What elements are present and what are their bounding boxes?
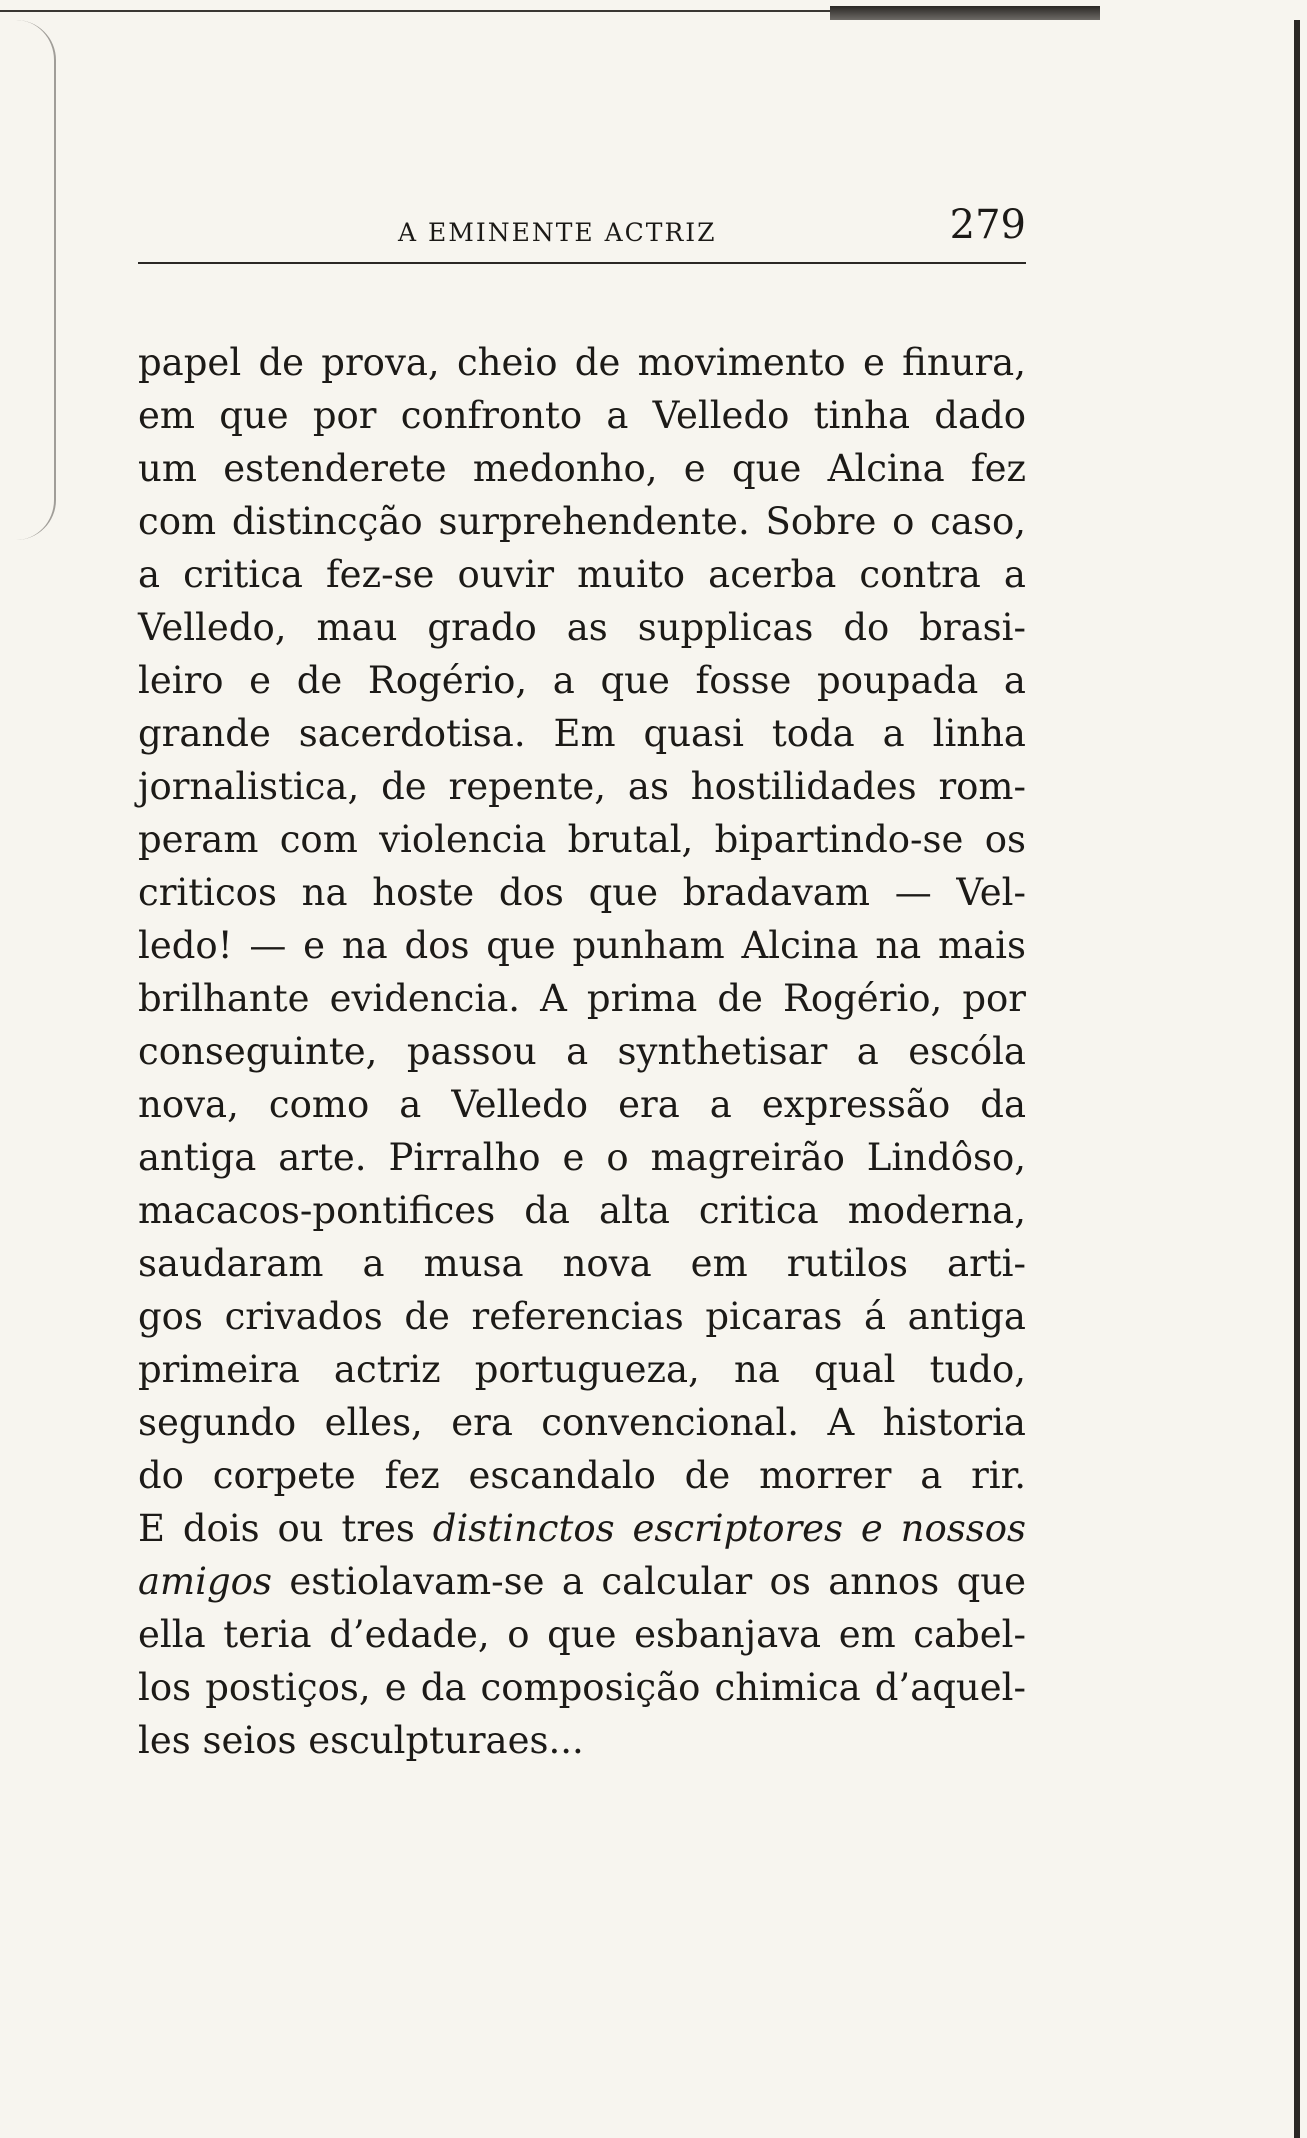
text-line: Velledo, mau grado as supplicas do brasi- [138,606,1026,649]
text-line: um estenderete medonho, e que Alcina fez [138,447,1026,490]
text-line: em que por confronto a Velledo tinha dado [138,394,1026,437]
text-line: conseguinte, passou a synthetisar a escóla [138,1030,1026,1073]
running-title: A EMINENTE ACTRIZ [398,218,717,247]
text-line: do corpete fez escandalo de morrer a rir. [138,1454,1026,1497]
running-header [138,200,1026,264]
text-line: peram com violencia brutal, bipartindo-se os [138,818,1026,861]
text-line: grande sacerdotisa. Em quasi toda a linha [138,712,1026,755]
text-line: saudaram a musa nova em rutilos arti- [138,1242,1026,1285]
italic-phrase: distinctos escriptores e nossos [432,1507,1026,1550]
text-line: com distincção surprehendente. Sobre o caso, [138,500,1026,543]
text-line: los postiços, e da composição chimica d’aquel- [138,1666,1026,1709]
text-line: E dois ou tres distinctos escriptores e nossos [138,1507,1026,1550]
body-text [138,336,1026,1767]
text-line: antiga arte. Pirralho e o magreirão Lindôso, [138,1136,1026,1179]
book-page [138,200,1026,1767]
scan-top-shadow [830,6,1100,20]
scan-right-edge [1294,20,1300,2138]
text-line: jornalistica, de repente, as hostilidades rom- [138,765,1026,808]
text-line: segundo elles, era convencional. A historia [138,1401,1026,1444]
text-line: ledo! — e na dos que punham Alcina na mais [138,924,1026,967]
text-line: amigos estiolavam-se a calcular os annos que [138,1560,1026,1603]
text-line: gos crivados de referencias picaras á antiga [138,1295,1026,1338]
text-line: papel de prova, cheio de movimento e finura, [138,341,1026,384]
scan-left-curl [12,20,56,540]
text-line: primeira actriz portugueza, na qual tudo, [138,1348,1026,1391]
text-line: criticos na hoste dos que bradavam — Vel- [138,871,1026,914]
text-line: ella teria d’edade, o que esbanjava em cabel- [138,1613,1026,1656]
page-number: 279 [949,202,1026,248]
text-line: leiro e de Rogério, a que fosse poupada a [138,659,1026,702]
italic-phrase: amigos [138,1560,272,1603]
text-line: a critica fez-se ouvir muito acerba contra a [138,553,1026,596]
text-line: macacos-pontifices da alta critica moderna, [138,1189,1026,1232]
text-line: nova, como a Velledo era a expressão da [138,1083,1026,1126]
text-line: brilhante evidencia. A prima de Rogério, por [138,977,1026,1020]
text-line: les seios esculpturaes... [138,1719,584,1762]
